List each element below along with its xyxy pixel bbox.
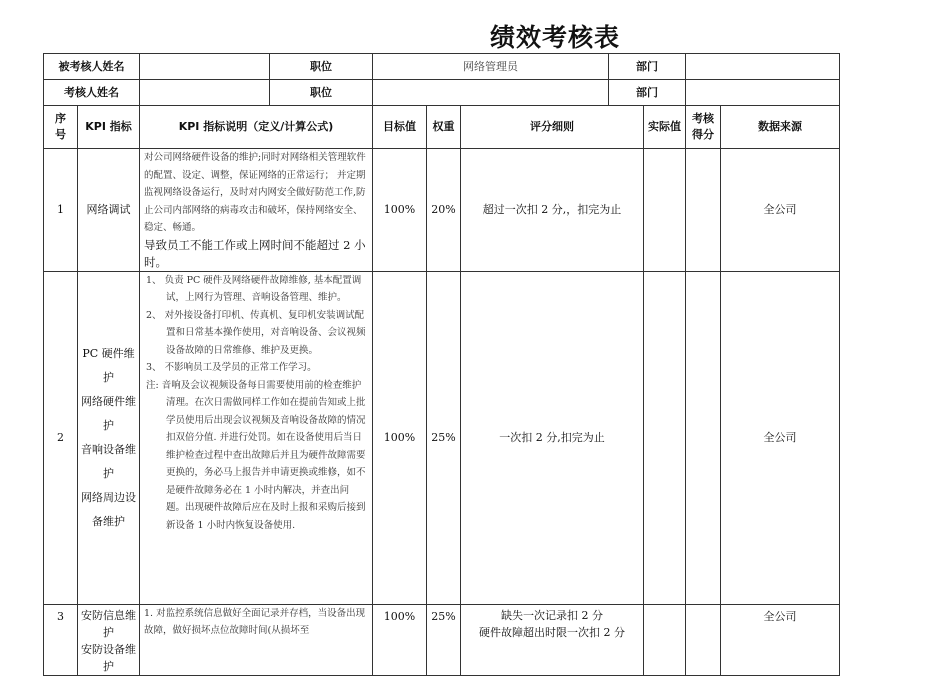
kpi-name: PC 硬件维护 — [82, 346, 135, 384]
target-value: 100% — [373, 604, 427, 675]
score-field[interactable] — [686, 604, 721, 675]
assessee-label: 被考核人姓名 — [44, 54, 140, 80]
kpi-name: 安防信息维护 — [81, 608, 136, 639]
actual-value-field[interactable] — [644, 149, 686, 272]
kpi-description — [140, 604, 373, 675]
score-field[interactable] — [686, 271, 721, 604]
assessee-row — [44, 54, 840, 80]
desc-item-1: 1、 负责 PC 硬件及网络硬件故障维修, 基本配置调试，上网行为管理、音响设备管理、维护。 — [146, 274, 362, 303]
desc-item-2: 2、 对外接设备打印机、传真机、复印机安装调试配置和日常基本操作使用，对音响设备、会议视频设备故障的日常维修、维护及更换。 — [146, 309, 366, 356]
col-target: 目标值 — [373, 106, 427, 149]
dept-label-2: 部门 — [609, 80, 686, 106]
kpi-description-text: 1. 对监控系统信息做好全面记录并存档，当设备出现故障，做好损坏点位故障时间(从损坏至 — [144, 607, 366, 636]
column-header-row — [44, 106, 840, 149]
rule-text: 超过一次扣 2 分,，扣完为止 — [461, 149, 644, 272]
col-weight: 权重 — [427, 106, 461, 149]
rule-line: 硬件故障超出时限一次扣 2 分 — [479, 625, 625, 639]
kpi-name-list — [78, 271, 140, 604]
desc-item-3: 3、 不影响员工及学员的正常工作学习。 — [146, 362, 317, 373]
table-row — [44, 149, 840, 272]
kpi-name: 安防设备维护 — [81, 642, 136, 673]
rule-text: 一次扣 2 分,扣完为止 — [461, 271, 644, 604]
col-score: 考核得分 — [686, 106, 721, 149]
table-row — [44, 271, 840, 604]
col-rule: 评分细则 — [461, 106, 644, 149]
weight-value: 20% — [427, 149, 461, 272]
row-no: 2 — [44, 271, 78, 604]
kpi-name-list — [78, 604, 140, 675]
col-kpi: KPI 指标 — [78, 106, 140, 149]
rule-line: 缺失一次记录扣 2 分 — [501, 608, 603, 622]
col-desc: KPI 指标说明（定义/计算公式) — [140, 106, 373, 149]
actual-value-field[interactable] — [644, 271, 686, 604]
kpi-name: 音响设备维护 — [81, 442, 136, 480]
target-value: 100% — [373, 149, 427, 272]
col-no: 序号 — [44, 106, 78, 149]
weight-value: 25% — [427, 604, 461, 675]
source-value: 全公司 — [721, 604, 840, 675]
position-value[interactable]: 网络管理员 — [373, 54, 609, 80]
kpi-description — [140, 149, 373, 272]
col-actual: 实际值 — [644, 106, 686, 149]
dept-field-2[interactable] — [686, 80, 840, 106]
kpi-name: 网络硬件维护 — [81, 394, 136, 432]
assessor-name-field[interactable] — [140, 80, 270, 106]
row-no: 3 — [44, 604, 78, 675]
dept-label: 部门 — [609, 54, 686, 80]
position-field-2[interactable] — [373, 80, 609, 106]
rule-text — [461, 604, 644, 675]
kpi-name: 网络调试 — [78, 149, 140, 272]
desc-note: 注: 音响及会议视频设备每日需要使用前的检查维护清理。在次日需做同样工作如在提前告知或上批学员使用后出现会议视频及音响设备故障的情况扣双倍分值. 并进行处罚。如在设备使用后当日维护检查过程中查出故障后并且为硬件故障需要更换的，务必马上报告并申请更换或维修，如不是硬件故障务必在 1 小时内解决，并查出问题。出现硬件故障后应在及时上报和采购后接到新设备 1 小时内恢复设备使用. — [146, 379, 366, 531]
weight-value: 25% — [427, 271, 461, 604]
kpi-description-note: 导致员工不能工作或上网时间不能超过 2 小时。 — [144, 237, 366, 269]
row-no: 1 — [44, 149, 78, 272]
source-value: 全公司 — [721, 271, 840, 604]
assessor-row — [44, 80, 840, 106]
actual-value-field[interactable] — [644, 604, 686, 675]
assessee-name-field[interactable] — [140, 54, 270, 80]
table-row — [44, 604, 840, 675]
kpi-table — [43, 53, 840, 676]
col-source: 数据来源 — [721, 106, 840, 149]
position-label: 职位 — [270, 54, 373, 80]
kpi-description-text: 对公司网络硬件设备的维护;同时对网络相关管理软件的配置、设定、调整，保证网络的正常运行； 并定期监视网络设备运行，及时对内网安全做好防范工作,防止公司内部网络的病毒攻击和破坏，保持网络安全、稳定、畅通。 — [144, 152, 366, 233]
target-value: 100% — [373, 271, 427, 604]
source-value: 全公司 — [721, 149, 840, 272]
assessor-label: 考核人姓名 — [44, 80, 140, 106]
page-title: 绩效考核表 — [489, 23, 620, 52]
kpi-name: 网络周边设备维护 — [81, 490, 136, 528]
dept-field[interactable] — [686, 54, 840, 80]
position-label-2: 职位 — [270, 80, 373, 106]
kpi-description — [140, 271, 373, 604]
score-field[interactable] — [686, 149, 721, 272]
